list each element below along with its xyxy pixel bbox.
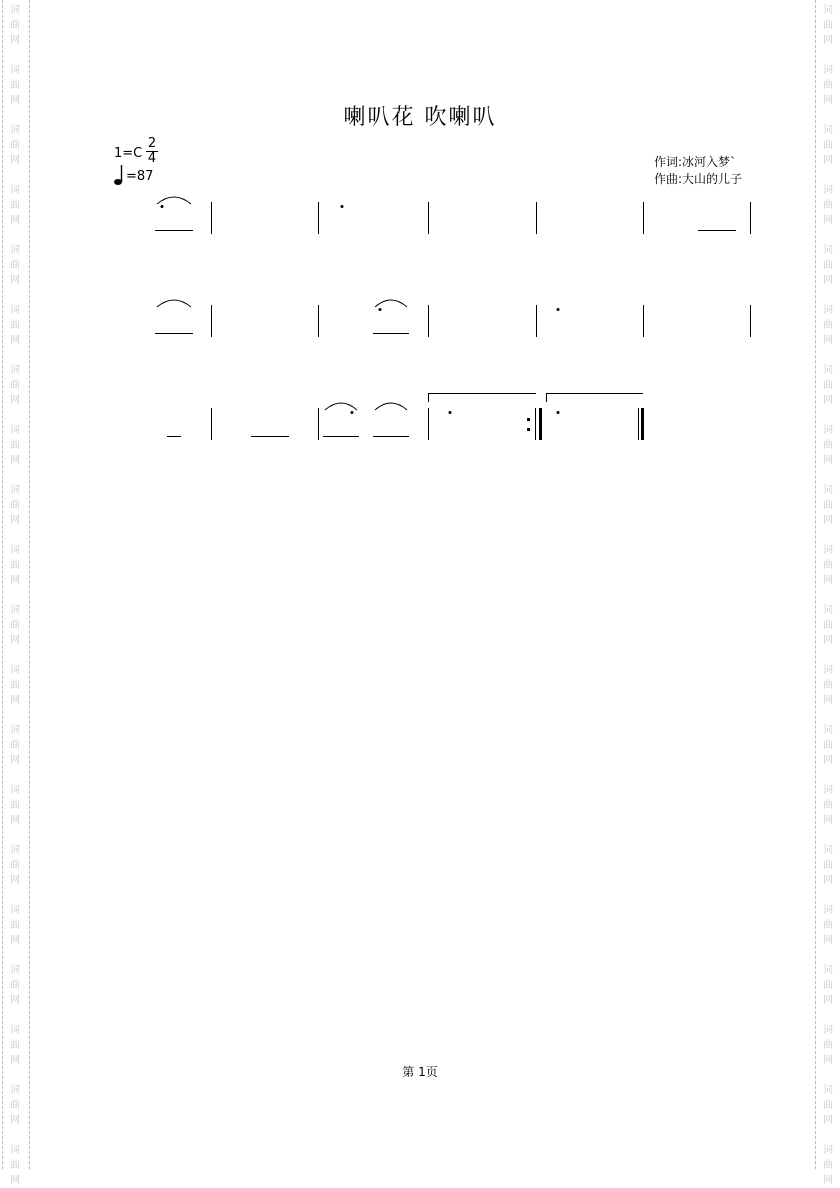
watermark-mark: 词曲网 bbox=[10, 785, 20, 826]
watermark-mark: 词曲网 bbox=[10, 185, 20, 226]
watermark-mark: 词曲网 bbox=[10, 1145, 20, 1186]
song-title: 喇叭花 吹喇叭 bbox=[343, 105, 497, 130]
watermark-mark: 词曲网 bbox=[10, 365, 20, 406]
watermark-mark: 词曲网 bbox=[823, 665, 833, 706]
watermark-mark: 词曲网 bbox=[823, 5, 833, 46]
watermark-mark: 词曲网 bbox=[10, 65, 20, 106]
watermark-mark: 词曲网 bbox=[10, 485, 20, 526]
watermark-mark: 词曲网 bbox=[823, 125, 833, 166]
slur bbox=[157, 197, 191, 204]
watermark-mark: 词曲网 bbox=[823, 605, 833, 646]
watermark-mark: 词曲网 bbox=[823, 185, 833, 226]
watermark-mark: 词曲网 bbox=[10, 665, 20, 706]
watermark-mark: 词曲网 bbox=[10, 1085, 20, 1126]
slur bbox=[375, 403, 407, 410]
watermark-mark: 词曲网 bbox=[10, 425, 20, 466]
lyricist-credit: 作词:冰河入梦` bbox=[654, 155, 737, 169]
tempo-value: =87 bbox=[126, 169, 154, 184]
time-signature-bottom: 4 bbox=[147, 151, 157, 166]
watermark-mark: 词曲网 bbox=[823, 485, 833, 526]
watermark-mark: 词曲网 bbox=[823, 425, 833, 466]
watermark-mark: 词曲网 bbox=[823, 965, 833, 1006]
watermark-mark: 词曲网 bbox=[823, 365, 833, 406]
watermark-mark: 词曲网 bbox=[10, 545, 20, 586]
watermark-mark: 词曲网 bbox=[823, 245, 833, 286]
watermark-mark: 词曲网 bbox=[10, 5, 20, 46]
watermark-mark: 词曲网 bbox=[823, 725, 833, 766]
watermark-mark: 词曲网 bbox=[823, 845, 833, 886]
watermark-mark: 词曲网 bbox=[10, 905, 20, 946]
watermark-mark: 词曲网 bbox=[823, 1085, 833, 1126]
time-signature-top: 2 bbox=[147, 136, 157, 151]
watermark-mark: 词曲网 bbox=[10, 305, 20, 346]
watermark-mark: 词曲网 bbox=[10, 245, 20, 286]
slur bbox=[157, 300, 191, 307]
watermark-mark: 词曲网 bbox=[10, 845, 20, 886]
watermark-mark: 词曲网 bbox=[10, 605, 20, 646]
page-footer: 第 1页 bbox=[402, 1065, 438, 1079]
slur bbox=[375, 300, 407, 307]
watermark-mark: 词曲网 bbox=[823, 65, 833, 106]
watermark-mark: 词曲网 bbox=[10, 725, 20, 766]
key-signature: 1=C bbox=[114, 146, 143, 161]
watermark-mark: 词曲网 bbox=[823, 905, 833, 946]
watermark-mark: 词曲网 bbox=[10, 1025, 20, 1066]
watermark-mark: 词曲网 bbox=[10, 125, 20, 166]
watermark-mark: 词曲网 bbox=[823, 1025, 833, 1066]
watermark-mark: 词曲网 bbox=[823, 545, 833, 586]
watermark-mark: 词曲网 bbox=[823, 785, 833, 826]
watermark-mark: 词曲网 bbox=[823, 305, 833, 346]
composer-credit: 作曲:大山的儿子 bbox=[654, 172, 743, 186]
slur bbox=[325, 403, 357, 410]
watermark-mark: 词曲网 bbox=[10, 965, 20, 1006]
watermark-mark: 词曲网 bbox=[823, 1145, 833, 1186]
